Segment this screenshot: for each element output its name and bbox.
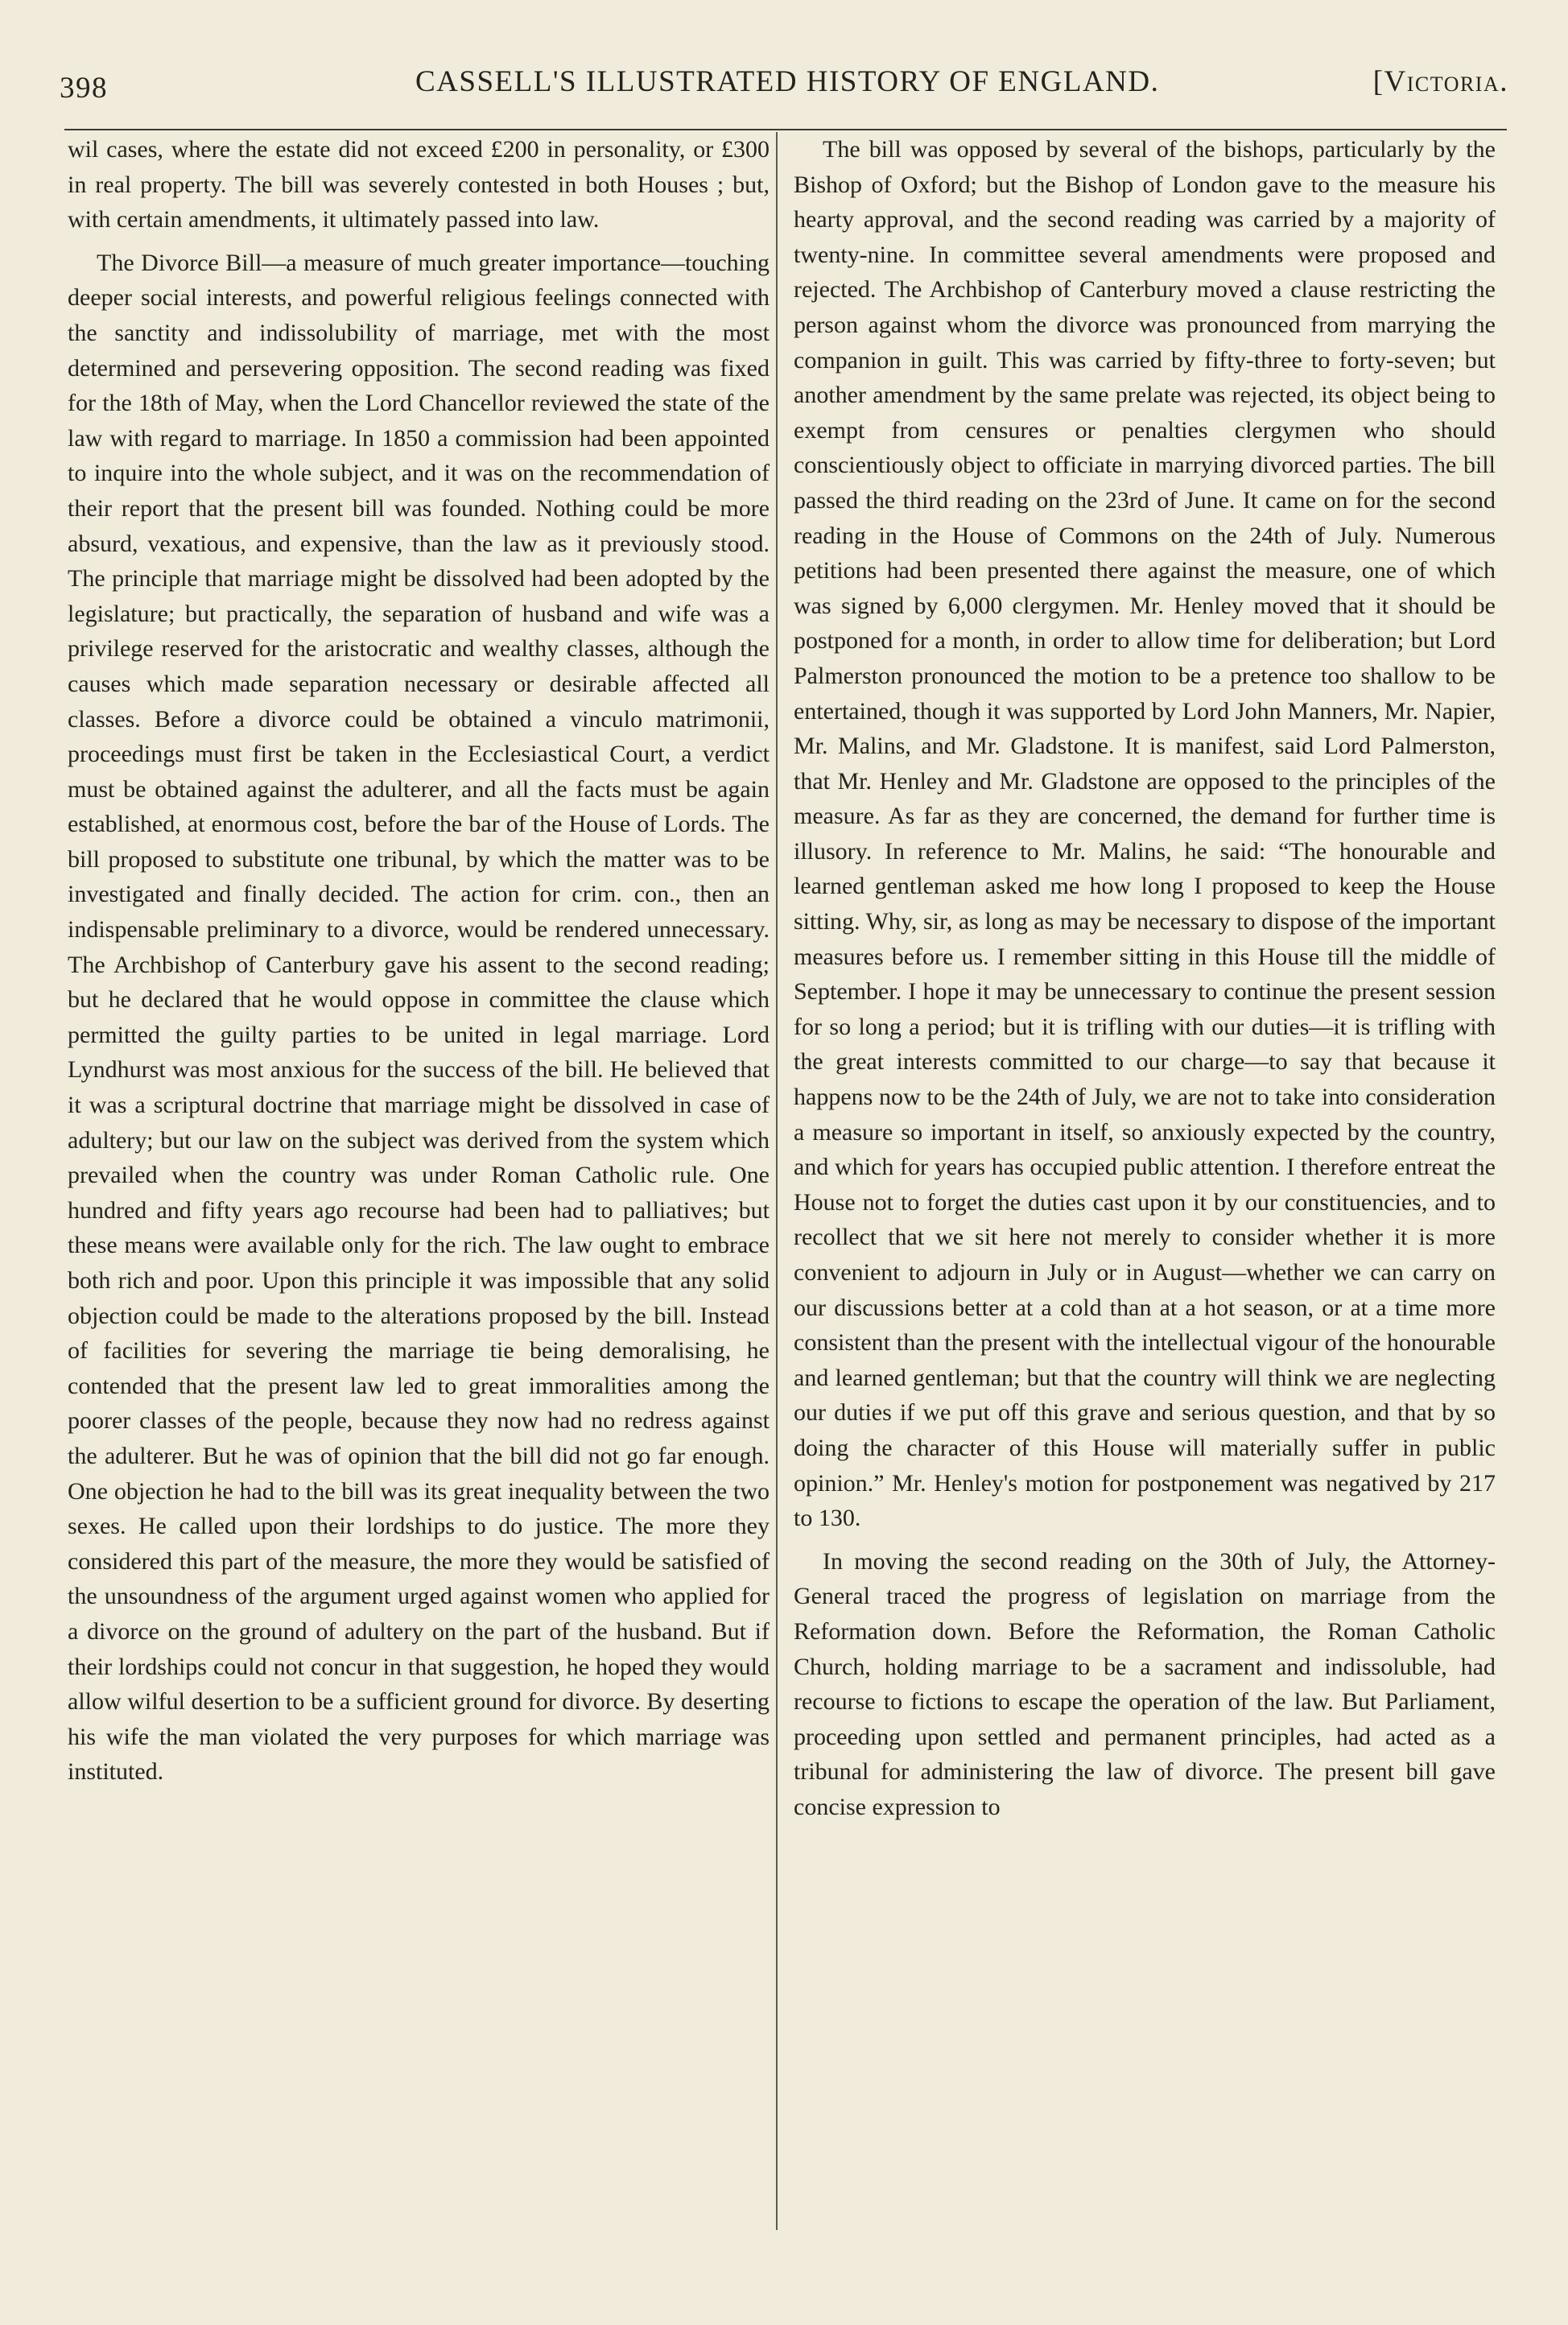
running-title: CASSELL'S ILLUSTRATED HISTORY OF ENGLAND. <box>415 65 1160 98</box>
paragraph: wil cases, where the estate did not exceed £200 in personality, or £300 in real property. The bill was severely contested in both Houses ; but, with certain amendments, it ultimately passed into law. <box>68 136 770 233</box>
left-column <box>68 132 770 2241</box>
paragraph: In moving the second reading on the 30th of July, the Attorney-General traced the progress of legislation on marriage from the Reformation down. Before the Reformation, the Roman Catholic Church, holding marriage to be a sacrament and indissoluble, had recourse to fictions to escape the operation of the law. But Parliament, proceeding upon settled and permanent principles, had acted as a tribunal for administering the law of divorce. The present bill gave concise expression to <box>794 1547 1496 1820</box>
reign-label: [Victoria. <box>1372 65 1508 98</box>
column-divider <box>776 132 778 2230</box>
paragraph: The Divorce Bill—a measure of much greater importance—touching deeper social interests, and powerful religious feelings connected with the sanctity and indissolubility of marriage, met with the most determined and persevering opposition. The second reading was fixed for the 18th of May, when the Lord Chancellor reviewed the state of the law with regard to marriage. In 1850 a commission had been appointed to inquire into the whole subject, and it was on the recommendation of their report that the present bill was founded. Nothing could be more absurd, vexatious, and expensive, than the law as it previously stood. The principle that marriage might be dissolved had been adopted by the legislature; but practically, the separation of husband and wife was a privilege reserved for the aristocratic and wealthy classes, although the causes which made separation necessary or desirable affected all classes. Before a divorce could be obtained a vinculo matrimonii, proceedings must first be taken in the Ecclesiastical Court, a verdict must be obtained against the adulterer, and all the facts must be again established, at enormous cost, before the bar of the House of Lords. The bill proposed to substitute one tribunal, by which the matter was to be investigated and finally decided. The action for crim. con., then an indispensable preliminary to a divorce, would be rendered unnecessary. The Archbishop of Canterbury gave his assent to the second reading; but he declared that he would oppose in committee the clause which permitted the guilty parties to be united in legal marriage. Lord Lyndhurst was most anxious for the success of the bill. He believed that it was a scriptural doctrine that marriage might be dissolved in case of adultery; but our law on the subject was derived from the system which prevailed when the country was under Roman Catholic rule. One hundred and fifty years ago recourse had been had to palliatives; but these means were available only for the rich. The law ought to embrace both rich and poor. Upon this principle it was impossible that any solid objection could be made to the alterations proposed by the bill. Instead of facilities for severing the marriage tie being demoralising, he contended that the present law led to great immoralities among the poorer classes of the people, because they now had no redress against the adulterer. But he was of opinion that the bill did not go far enough. One objection he had to the bill was its great inequality between the two sexes. He called upon their lordships to do justice. The more they considered this part of the measure, the more they would be satisfied of the unsoundness of the argument urged against women who applied for a divorce on the ground of adultery on the part of the husband. But if their lordships could not concur in that suggestion, he hoped they would allow wilful desertion to be a sufficient ground for divorce. By deserting his wife the man violated the very purposes for which marriage was instituted. <box>68 249 770 1786</box>
paragraph: The bill was opposed by several of the bishops, particularly by the Bishop of Oxford; but the Bishop of London gave to the measure his hearty approval, and the second reading was carried by a majority of twenty-nine. In committee several amendments were proposed and rejected. The Archbishop of Canterbury moved a clause restricting the person against whom the divorce was pronounced from marrying the companion in guilt. This was carried by fifty-three to forty-seven; but another amendment by the same prelate was rejected, its object being to exempt from censures or penalties clergymen who should conscientiously object to officiate in marrying divorced parties. The bill passed the third reading on the 23rd of June. It came on for the second reading in the House of Commons on the 24th of July. Numerous petitions had been presented there against the measure, one of which was signed by 6,000 clergymen. Mr. Henley moved that it should be postponed for a month, in order to allow time for deliberation; but Lord Palmerston pronounced the motion to be a pretence too shallow to be entertained, though it was supported by Lord John Manners, Mr. Napier, Mr. Malins, and Mr. Gladstone. It is manifest, said Lord Palmerston, that Mr. Henley and Mr. Gladstone are opposed to the principles of the measure. As far as they are concerned, the demand for further time is illusory. In reference to Mr. Malins, he said: “The honourable and learned gentleman asked me how long I proposed to keep the House sitting. Why, sir, as long as may be necessary to dispose of the important measures before us. I remember sitting in this House till the middle of September. I hope it may be unnecessary to continue the present session for so long a period; but it is trifling with our duties—it is trifling with the great interests committed to our charge—to say that because it happens now to be the 24th of July, we are not to take into consideration a measure so important in itself, so anxiously expected by the country, and which for years has occupied public attention. I therefore entreat the House not to forget the duties cast upon it by our constituencies, and to recollect that we sit here not merely to consider whether it is more convenient to adjourn in July or in August—whether we can carry on our discussions better at a cold than at a hot season, or at a time more consistent than the present with the intellectual vigour of the honourable and learned gentleman; but that the country will think we are neglecting our duties if we put off this grave and serious question, and that by so doing the character of this House will materially suffer in public opinion.” Mr. Henley's motion for postponement was negatived by 217 to 130. <box>794 136 1496 1532</box>
page-number: 398 <box>60 72 108 105</box>
right-column <box>794 132 1496 2241</box>
header-rule <box>64 129 1507 130</box>
page-header <box>60 56 1508 113</box>
